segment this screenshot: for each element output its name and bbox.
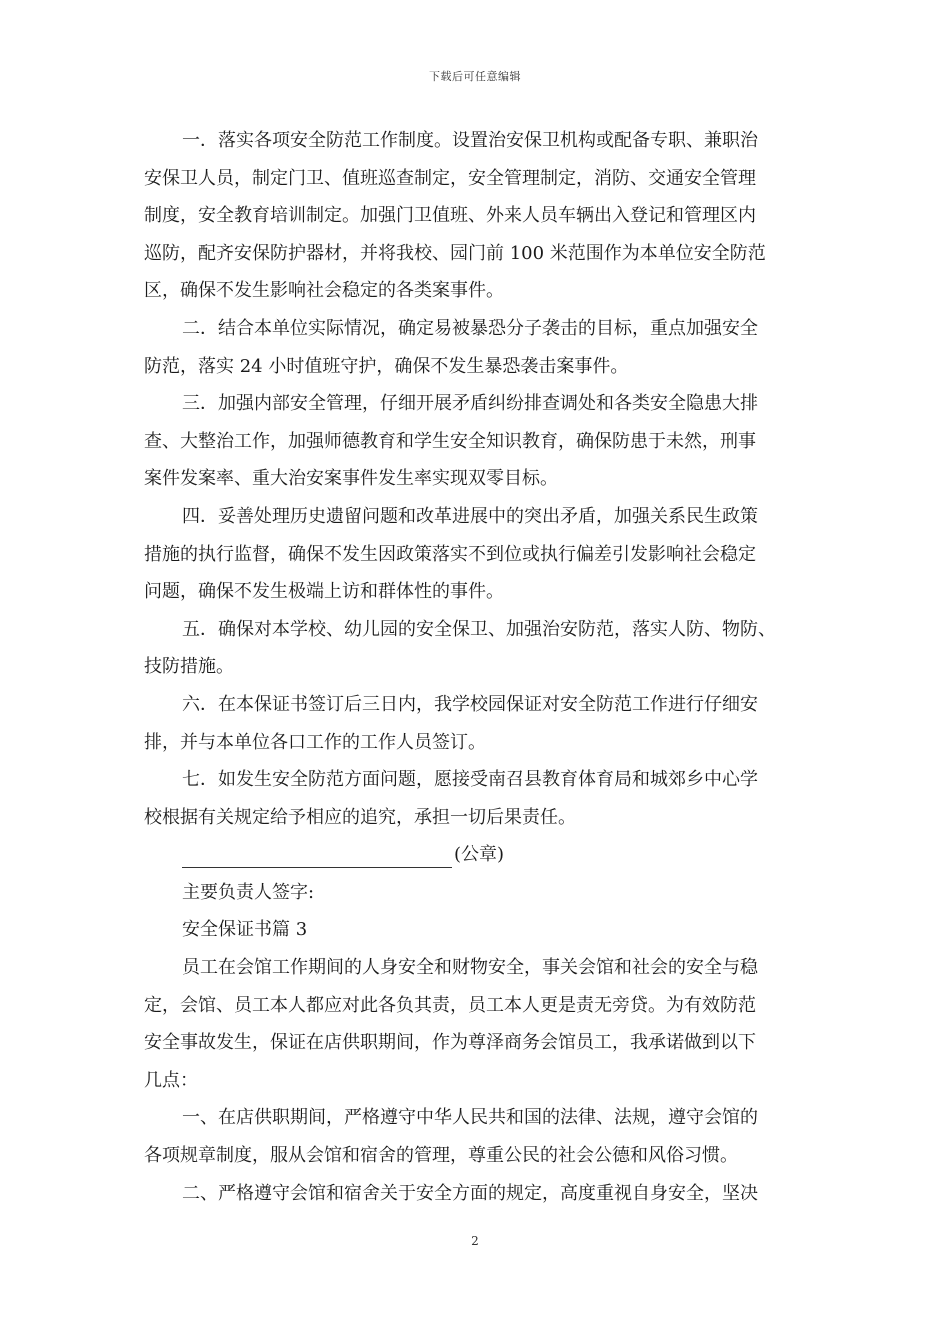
text-line: 问题，确保不发生极端上访和群体性的事件。	[144, 581, 504, 603]
text-line: 校根据有关规定给予相应的追究，承担一切后果责任。	[144, 806, 576, 828]
text-line: 一．落实各项安全防范工作制度。设置治安保卫机构或配备专职、兼职治	[182, 130, 758, 151]
text-line: 措施的执行监督，确保不发生因政策落实不到位或执行偏差引发影响社会稳定	[144, 543, 756, 565]
page-header: 下载后可任意编辑	[429, 70, 521, 83]
text-line: 查、大整治工作，加强师德教育和学生安全知识教育，确保防患于未然，刑事	[144, 430, 756, 452]
page-number: 2	[471, 1234, 479, 1248]
signature-underline	[182, 843, 452, 868]
seal-label: (公章)	[454, 844, 505, 866]
text-line: 各项规章制度，服从会馆和宿舍的管理，尊重公民的社会公德和风俗习惯。	[144, 1145, 738, 1167]
document-body	[144, 122, 808, 1212]
text-line: 二、严格遵守会馆和宿舍关于安全方面的规定，高度重视自身安全，坚决	[182, 1182, 758, 1204]
seal-line	[144, 836, 808, 874]
text-line: 安全保证书篇 3	[182, 919, 308, 941]
text-line: 技防措施。	[144, 656, 234, 678]
text-line: 定，会馆、员工本人都应对此各负其责，员工本人更是责无旁贷。为有效防范	[144, 994, 756, 1016]
text-line: 巡防，配齐安保防护器材，并将我校、园门前 100 米范围作为本单位安全防范	[144, 242, 766, 264]
text-line: 几点：	[144, 1069, 198, 1091]
text-line: 安全事故发生，保证在店供职期间，作为尊泽商务会馆员工，我承诺做到以下	[144, 1032, 756, 1054]
text-line: 五．确保对本学校、幼儿园的安全保卫、加强治安防范，落实人防、物防、	[182, 618, 776, 640]
text-line: 员工在会馆工作期间的人身安全和财物安全，事关会馆和社会的安全与稳	[182, 957, 758, 979]
text-line: 主要负责人签字:	[182, 881, 315, 903]
text-line: 七．如发生安全防范方面问题，愿接受南召县教育体育局和城郊乡中心学	[182, 769, 758, 791]
text-line: 一、在店供职期间，严格遵守中华人民共和国的法律、法规，遵守会馆的	[182, 1107, 758, 1129]
text-line: 防范，落实 24 小时值班守护，确保不发生暴恐袭击案事件。	[144, 355, 629, 377]
text-line: 安保卫人员，制定门卫、值班巡查制定，安全管理制定，消防、交通安全管理	[144, 167, 756, 189]
text-line: 案件发案率、重大治安案事件发生率实现双零目标。	[144, 468, 558, 490]
text-block-2	[144, 874, 808, 1212]
text-line: 四．妥善处理历史遗留问题和改革进展中的突出矛盾，加强关系民生政策	[182, 505, 758, 527]
text-line: 排，并与本单位各口工作的工作人员签订。	[144, 731, 486, 753]
text-line: 制度，安全教育培训制定。加强门卫值班、外来人员车辆出入登记和管理区内	[144, 205, 756, 227]
text-line: 六．在本保证书签订后三日内，我学校园保证对安全防范工作进行仔细安	[182, 693, 758, 715]
text-line: 三．加强内部安全管理，仔细开展矛盾纠纷排查调处和各类安全隐患大排	[182, 393, 758, 415]
text-block-1	[144, 122, 808, 836]
text-line: 区，确保不发生影响社会稳定的各类案事件。	[144, 280, 504, 302]
text-line: 二．结合本单位实际情况，确定易被暴恐分子袭击的目标，重点加强安全	[182, 317, 758, 339]
